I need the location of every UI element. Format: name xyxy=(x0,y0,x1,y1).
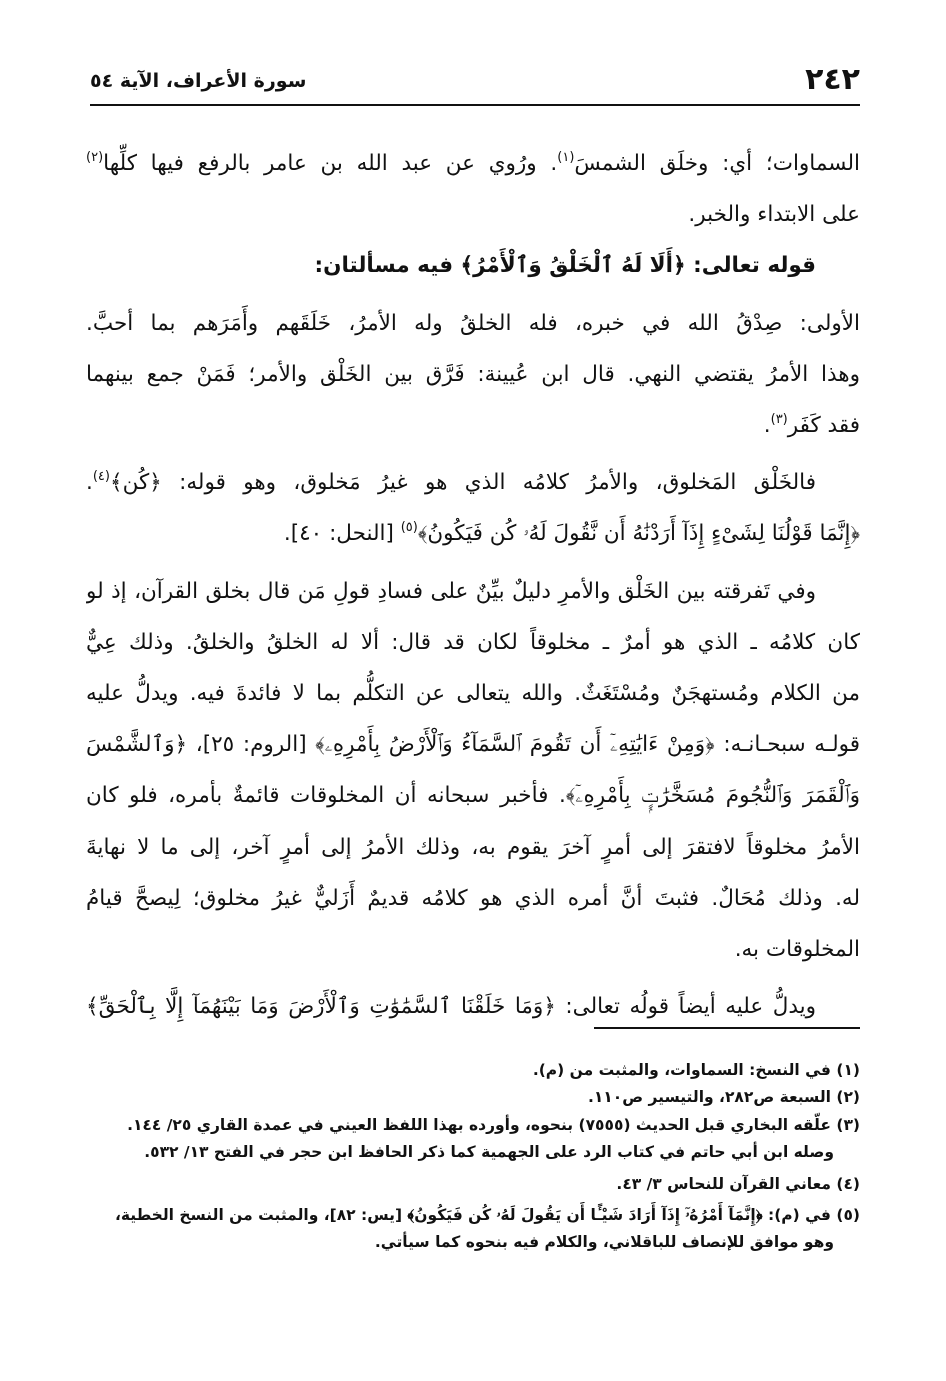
footnote: (١) في النسخ: السماوات، والمثبت من (م). xyxy=(532,1061,860,1079)
page-number: ٢٤٢ xyxy=(805,62,860,97)
footnote-marker: (١) xyxy=(557,150,575,165)
body-line: على الابتداء والخبر. xyxy=(688,202,860,228)
footnote: (٥) في (م): ﴿إِنَّمَآ أَمْرُهُۥٓ إِذَآ أَرَادَ شَيْـًٔا أَن يَقُولَ لَهُۥ كُن فَيَكُونُ﴾ [يس: ٨٢]، والمثبت من النسخ الخطية، xyxy=(114,1206,860,1225)
main-text xyxy=(86,138,860,1032)
body-line: المخلوقات به. xyxy=(734,937,860,963)
body-line: وفي تَفرقته بين الخَلْق والأمرِ دليلٌ بيِّنٌ على فسادِ قولِ مَن قال بخلق القرآن، إذ لو xyxy=(86,578,816,604)
body-line: فالخَلْق المَخلوق، والأمرُ كلامُه الذي هو غيرُ مَخلوق، وهو قوله: ﴿كُن﴾$^{(٤)}$. xyxy=(86,469,816,496)
body-line: كان كلامُه ـ الذي هو أمرٌ ـ مخلوقاً لكان قد قال: ألا له الخلقُ والخلقُ. وذلك عِيٌّ xyxy=(86,629,860,655)
body-line: الأمرُ مخلوقاً لافتقرَ إلى أمرٍ آخرَ يقوم به، وذلك الأمرُ إلى أمرٍ آخر، إلى ما لا نهايةَ xyxy=(86,834,860,860)
footnote-continuation: وهو موافق للإنصاف للباقلاني، والكلام فيه بنحوه كما سيأتي. xyxy=(374,1233,834,1252)
body-line: من الكلام ومُستهجَنٌ ومُسْتَغَثٌ. والله يتعالى عن التكلُّم بما لا فائدةَ فيه. ويدلُّ عليه xyxy=(86,681,860,707)
body-line: قوله تعالى: ﴿أَلَا لَهُ ٱلْخَلْقُ وَٱلْأَمْرُ﴾ فيه مسألتان: xyxy=(314,253,816,279)
footnote: (٢) السبعة ص٢٨٢، والتيسير ص١١٠. xyxy=(587,1088,860,1107)
footnote-marker: (٤) xyxy=(92,469,110,485)
page-header xyxy=(90,58,860,106)
footnote-marker: (٢) xyxy=(86,150,104,165)
footnote-marker: (٣) xyxy=(770,412,788,428)
body-line: وهذا الأمرُ يقتضي النهي. قال ابن عُيينة: فَرَّق بين الخَلْق والأمر؛ فَمَنْ جمع بينهما xyxy=(86,361,860,387)
body-line: الأولى: صِدْقُ الله في خبره، فله الخلقُ وله الأمرُ، خَلَقَهم وأَمَرَهم بما أحبَّ. xyxy=(86,310,860,336)
running-head: سورة الأعراف، الآية ٥٤ xyxy=(90,70,307,92)
body-line: له. وذلك مُحَالٌ. فثبتَ أنَّ أمره الذي هو كلامُه قديمٌ أَزَليٌّ غيرُ مخلوق؛ لِيصحَّ قيامُ xyxy=(86,885,860,911)
footnote-marker: (٥) xyxy=(400,520,418,536)
body-line: وَٱلْقَمَرَ وَٱلنُّجُومَ مُسَخَّرَٰتٍۭ بِأَمْرِهِۦٓ﴾. فأخبر سبحانه أن المخلوقات قائمةٌ بأمره، فلو كان xyxy=(86,783,860,809)
body-line: قولـه سبحـانـه: ﴿وَمِنْ ءَايَٰتِهِۦٓ أَن تَقُومَ ٱلسَّمَآءُ وَٱلْأَرْضُ بِأَمْرِهِۦ﴾ [الروم: ٢٥]، ﴿وَٱلشَّمْسَ xyxy=(86,732,860,758)
footnote-continuation: وصله ابن أبي حاتم في كتاب الرد على الجهمية كما ذكر الحافظ ابن حجر في الفتح ١٣/ ٥٣٢. xyxy=(144,1143,834,1162)
body-line: فقد كَفَر$^{(٣)}$. xyxy=(763,412,860,439)
header-rule xyxy=(90,104,860,106)
body-line: ويدلُّ عليه أيضاً قولُه تعالى: ﴿وَمَا خَلَقْنَا ٱلسَّمَٰوَٰتِ وَٱلْأَرْضَ وَمَا بَيْنَهُمَآ إِلَّا بِٱلْحَقِّ﴾ xyxy=(86,994,816,1020)
footnotes xyxy=(86,1057,860,1257)
body-line: السماوات؛ أي: وخلَق الشمسَ$^{(١)}$. ورُوي عن عبد الله بن عامر بالرفع فيها كلِّها$^{(٢)}$ xyxy=(86,150,860,176)
body-line: ﴿إِنَّمَا قَوْلُنَا لِشَىْءٍ إِذَآ أَرَدْنَٰهُ أَن نَّقُولَ لَهُۥ كُن فَيَكُونُ﴾$^{(٥)}$ [النحل: ٤٠]. xyxy=(283,520,860,547)
footnote: (٣) علّقه البخاري قبل الحديث (٧٥٥٥) بنحوه، وأورده بهذا اللفظ العيني في عمدة القاري ٢٥/ ١٤٤. xyxy=(127,1115,860,1134)
footnote: (٤) معاني القرآن للنحاس ٣/ ٤٣. xyxy=(616,1174,860,1193)
footnote-separator xyxy=(594,1027,860,1029)
